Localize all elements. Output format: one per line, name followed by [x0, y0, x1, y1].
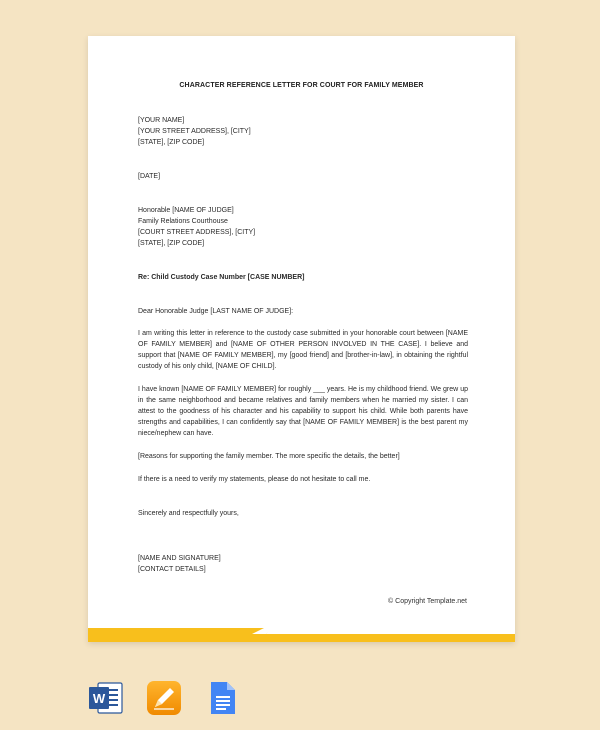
- word-icon[interactable]: [88, 680, 124, 716]
- sender-address: [138, 115, 468, 148]
- paragraph-2: I have known [NAME OF FAMILY MEMBER] for roughly ___ years. He is my childhood friend. We grew up in the same neighborhood and became relatives and family members when he married my sister. I can attest to the goodness of his character and his capability to support his child. While both parents have strengths and capabilities, I can confidently say that [NAME OF FAMILY MEMBER] is the best parent my niece/nephew can have.: [138, 386, 468, 437]
- contact-details: [CONTACT DETAILS]: [138, 566, 206, 573]
- paragraph-1: I am writing this letter in reference to the custody case submitted in your honorable court between [NAME OF FAMILY MEMBER] and [NAME OF OTHER PERSON INVOLVED IN THE CASE]. I believe and support that [NAME OF FAMILY MEMBER], my [good friend] and [brother-in-law], in obtaining the rightful custody of his only child, [NAME OF CHILD].: [138, 330, 468, 370]
- closing: Sincerely and respectfully yours,: [138, 510, 239, 517]
- signature-block: [138, 553, 468, 575]
- sender-state: [STATE], [ZIP CODE]: [138, 139, 205, 146]
- footer-accent-bar: [88, 628, 515, 642]
- paragraph-3: [Reasons for supporting the family member. The more specific the details, the better]: [138, 453, 400, 460]
- document-title: CHARACTER REFERENCE LETTER FOR COURT FOR FAMILY MEMBER: [179, 82, 424, 89]
- pages-pen-icon[interactable]: [146, 680, 182, 716]
- subject-line: Re: Child Custody Case Number [CASE NUMBER]: [138, 274, 305, 281]
- recipient-street: [COURT STREET ADDRESS], [CITY]: [138, 229, 256, 236]
- paragraph-4: If there is a need to verify my statements, please do not hesitate to call me.: [138, 476, 371, 483]
- recipient-judge: Honorable [NAME OF JUDGE]: [138, 207, 234, 214]
- letter-date: [DATE]: [138, 173, 161, 180]
- recipient-court: Family Relations Courthouse: [138, 218, 228, 225]
- google-docs-icon[interactable]: [204, 680, 240, 716]
- copyright-notice: © Copyright Template.net: [388, 598, 467, 605]
- salutation: Dear Honorable Judge [LAST NAME OF JUDGE]:: [138, 308, 294, 315]
- document-page: [88, 36, 515, 642]
- sender-name: [YOUR NAME]: [138, 117, 185, 124]
- word-letter: W: [92, 691, 106, 706]
- signature-name: [NAME AND SIGNATURE]: [138, 555, 221, 562]
- app-icons-row: [88, 680, 240, 716]
- recipient-state: [STATE], [ZIP CODE]: [138, 240, 205, 247]
- recipient-address: [138, 205, 468, 249]
- sender-street: [YOUR STREET ADDRESS], [CITY]: [138, 128, 251, 135]
